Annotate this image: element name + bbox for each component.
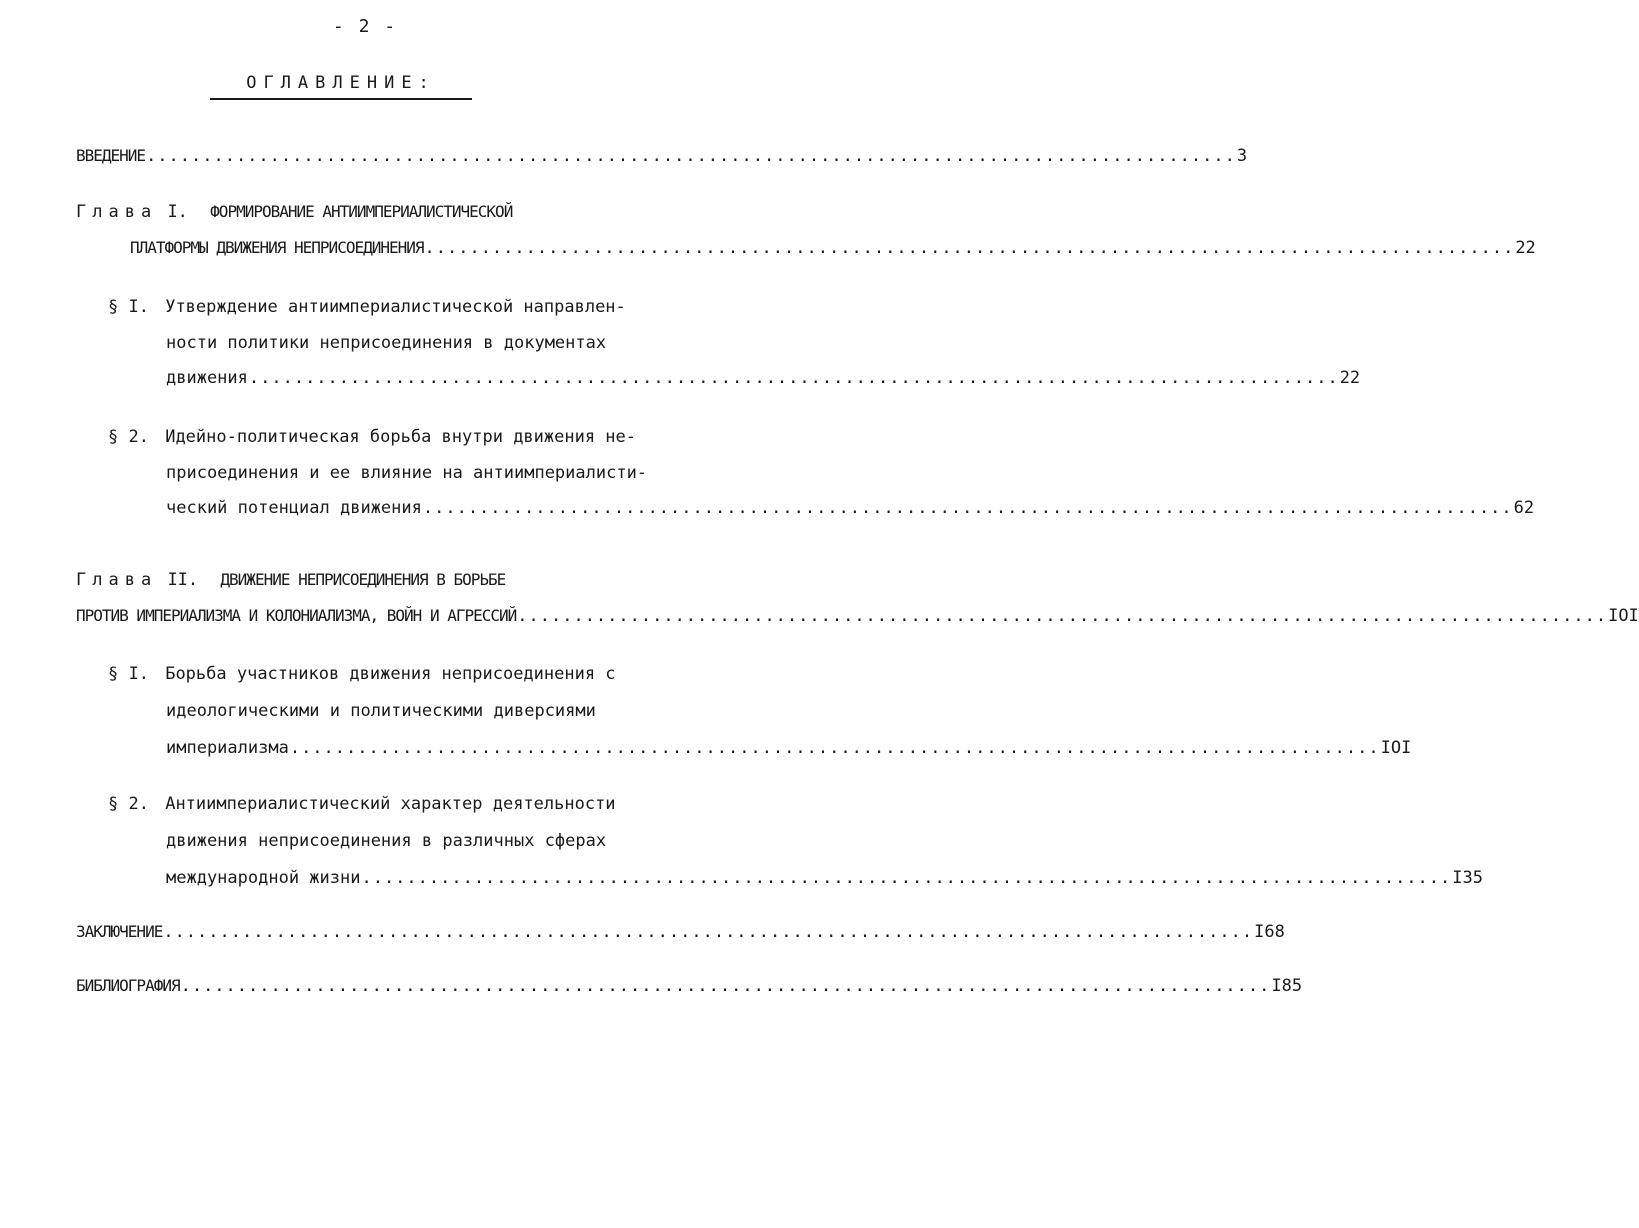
section-text: империализма [166,738,289,758]
section-text: Идейно-политическая борьба внутри движения не- [165,427,637,447]
chapter-title-line1: ДВИЖЕНИЕ НЕПРИСОЕДИНЕНИЯ В БОРЬБЕ [220,570,506,589]
chapter-1-title-line2[interactable] [130,236,1536,260]
entry-page: 62 [1513,498,1535,518]
section-text: Антиимпериалистический характер деятельности [165,794,616,814]
entry-title: БИБЛИОГРАФИЯ [76,976,180,995]
section-marker: § 2. [108,794,149,814]
entry-title: ВВЕДЕНИЕ [76,146,146,165]
section-1-2-line2: присоединения и ее влияние на антиимпериалисти- [166,463,648,483]
leader-dots: ................................................................................................. [424,238,1515,258]
chapter-2-heading[interactable] [76,568,505,592]
leader-dots: ................................................................................................. [248,368,1339,388]
section-2-1-line2: идеологическими и политическими диверсиями [166,701,596,721]
leader-dots: ................................................................................................. [163,922,1254,942]
section-2-2-line1[interactable] [108,792,616,816]
chapter-2-title-line2[interactable] [76,604,1639,628]
entry-page: I68 [1254,922,1285,942]
section-marker: § 2. [108,427,149,447]
entry-page: 3 [1236,146,1248,166]
toc-entry-intro[interactable] [76,144,1248,168]
chapter-label: Глава [76,570,158,590]
section-marker: § I. [108,297,149,317]
leader-dots: ................................................................................................. [517,606,1608,626]
section-text: Утверждение антиимпериалистической направлен- [165,297,626,317]
chapter-number: I. [167,202,188,222]
chapter-title-line1: ФОРМИРОВАНИЕ АНТИИМПЕРИАЛИСТИЧЕСКОЙ [210,202,513,221]
toc-entry-conclusion[interactable] [76,920,1285,944]
section-text: движения [166,368,248,388]
section-1-1-line3[interactable] [166,366,1361,390]
section-2-2-line3[interactable] [166,866,1483,890]
entry-page: 22 [1339,368,1361,388]
section-1-2-line1[interactable] [108,425,636,449]
section-text: ческий потенциал движения [166,498,422,518]
chapter-label: Глава [76,202,158,222]
leader-dots: ................................................................................................. [361,868,1452,888]
chapter-title-line2: ПЛАТФОРМЫ ДВИЖЕНИЯ НЕПРИСОЕДИНЕНИЯ [130,238,424,257]
toc-entry-bibliography[interactable] [76,974,1303,998]
section-1-1-line1[interactable] [108,295,626,319]
section-1-1-line2: ности политики неприсоединения в документах [166,333,607,353]
section-2-2-line2: движения неприсоединения в различных сферах [166,831,607,851]
toc-heading: ОГЛАВЛЕНИЕ: [210,72,472,100]
section-1-2-line3[interactable] [166,496,1535,520]
entry-page: IOI [1608,606,1639,626]
section-2-1-line3[interactable] [166,736,1412,760]
entry-page: 22 [1515,238,1536,258]
leader-dots: ................................................................................................. [422,498,1513,518]
section-marker: § I. [108,664,149,684]
leader-dots: ................................................................................................. [146,146,1236,166]
chapter-title-line2: ПРОТИВ ИМПЕРИАЛИЗМА И КОЛОНИАЛИЗМА, ВОЙН И АГРЕССИЙ [76,606,517,625]
entry-page: I85 [1271,976,1303,996]
entry-page: I35 [1452,868,1483,888]
entry-title: ЗАКЛЮЧЕНИЕ [76,922,163,941]
leader-dots: ................................................................................................. [289,738,1380,758]
section-text: международной жизни [166,868,361,888]
chapter-number: II. [167,570,199,590]
page-number: - 2 - [332,16,398,37]
section-text: Борьба участников движения неприсоединения с [165,664,616,684]
leader-dots: ................................................................................................. [180,976,1271,996]
section-2-1-line1[interactable] [108,662,616,686]
entry-page: IOI [1380,738,1412,758]
chapter-1-heading[interactable] [76,200,512,224]
